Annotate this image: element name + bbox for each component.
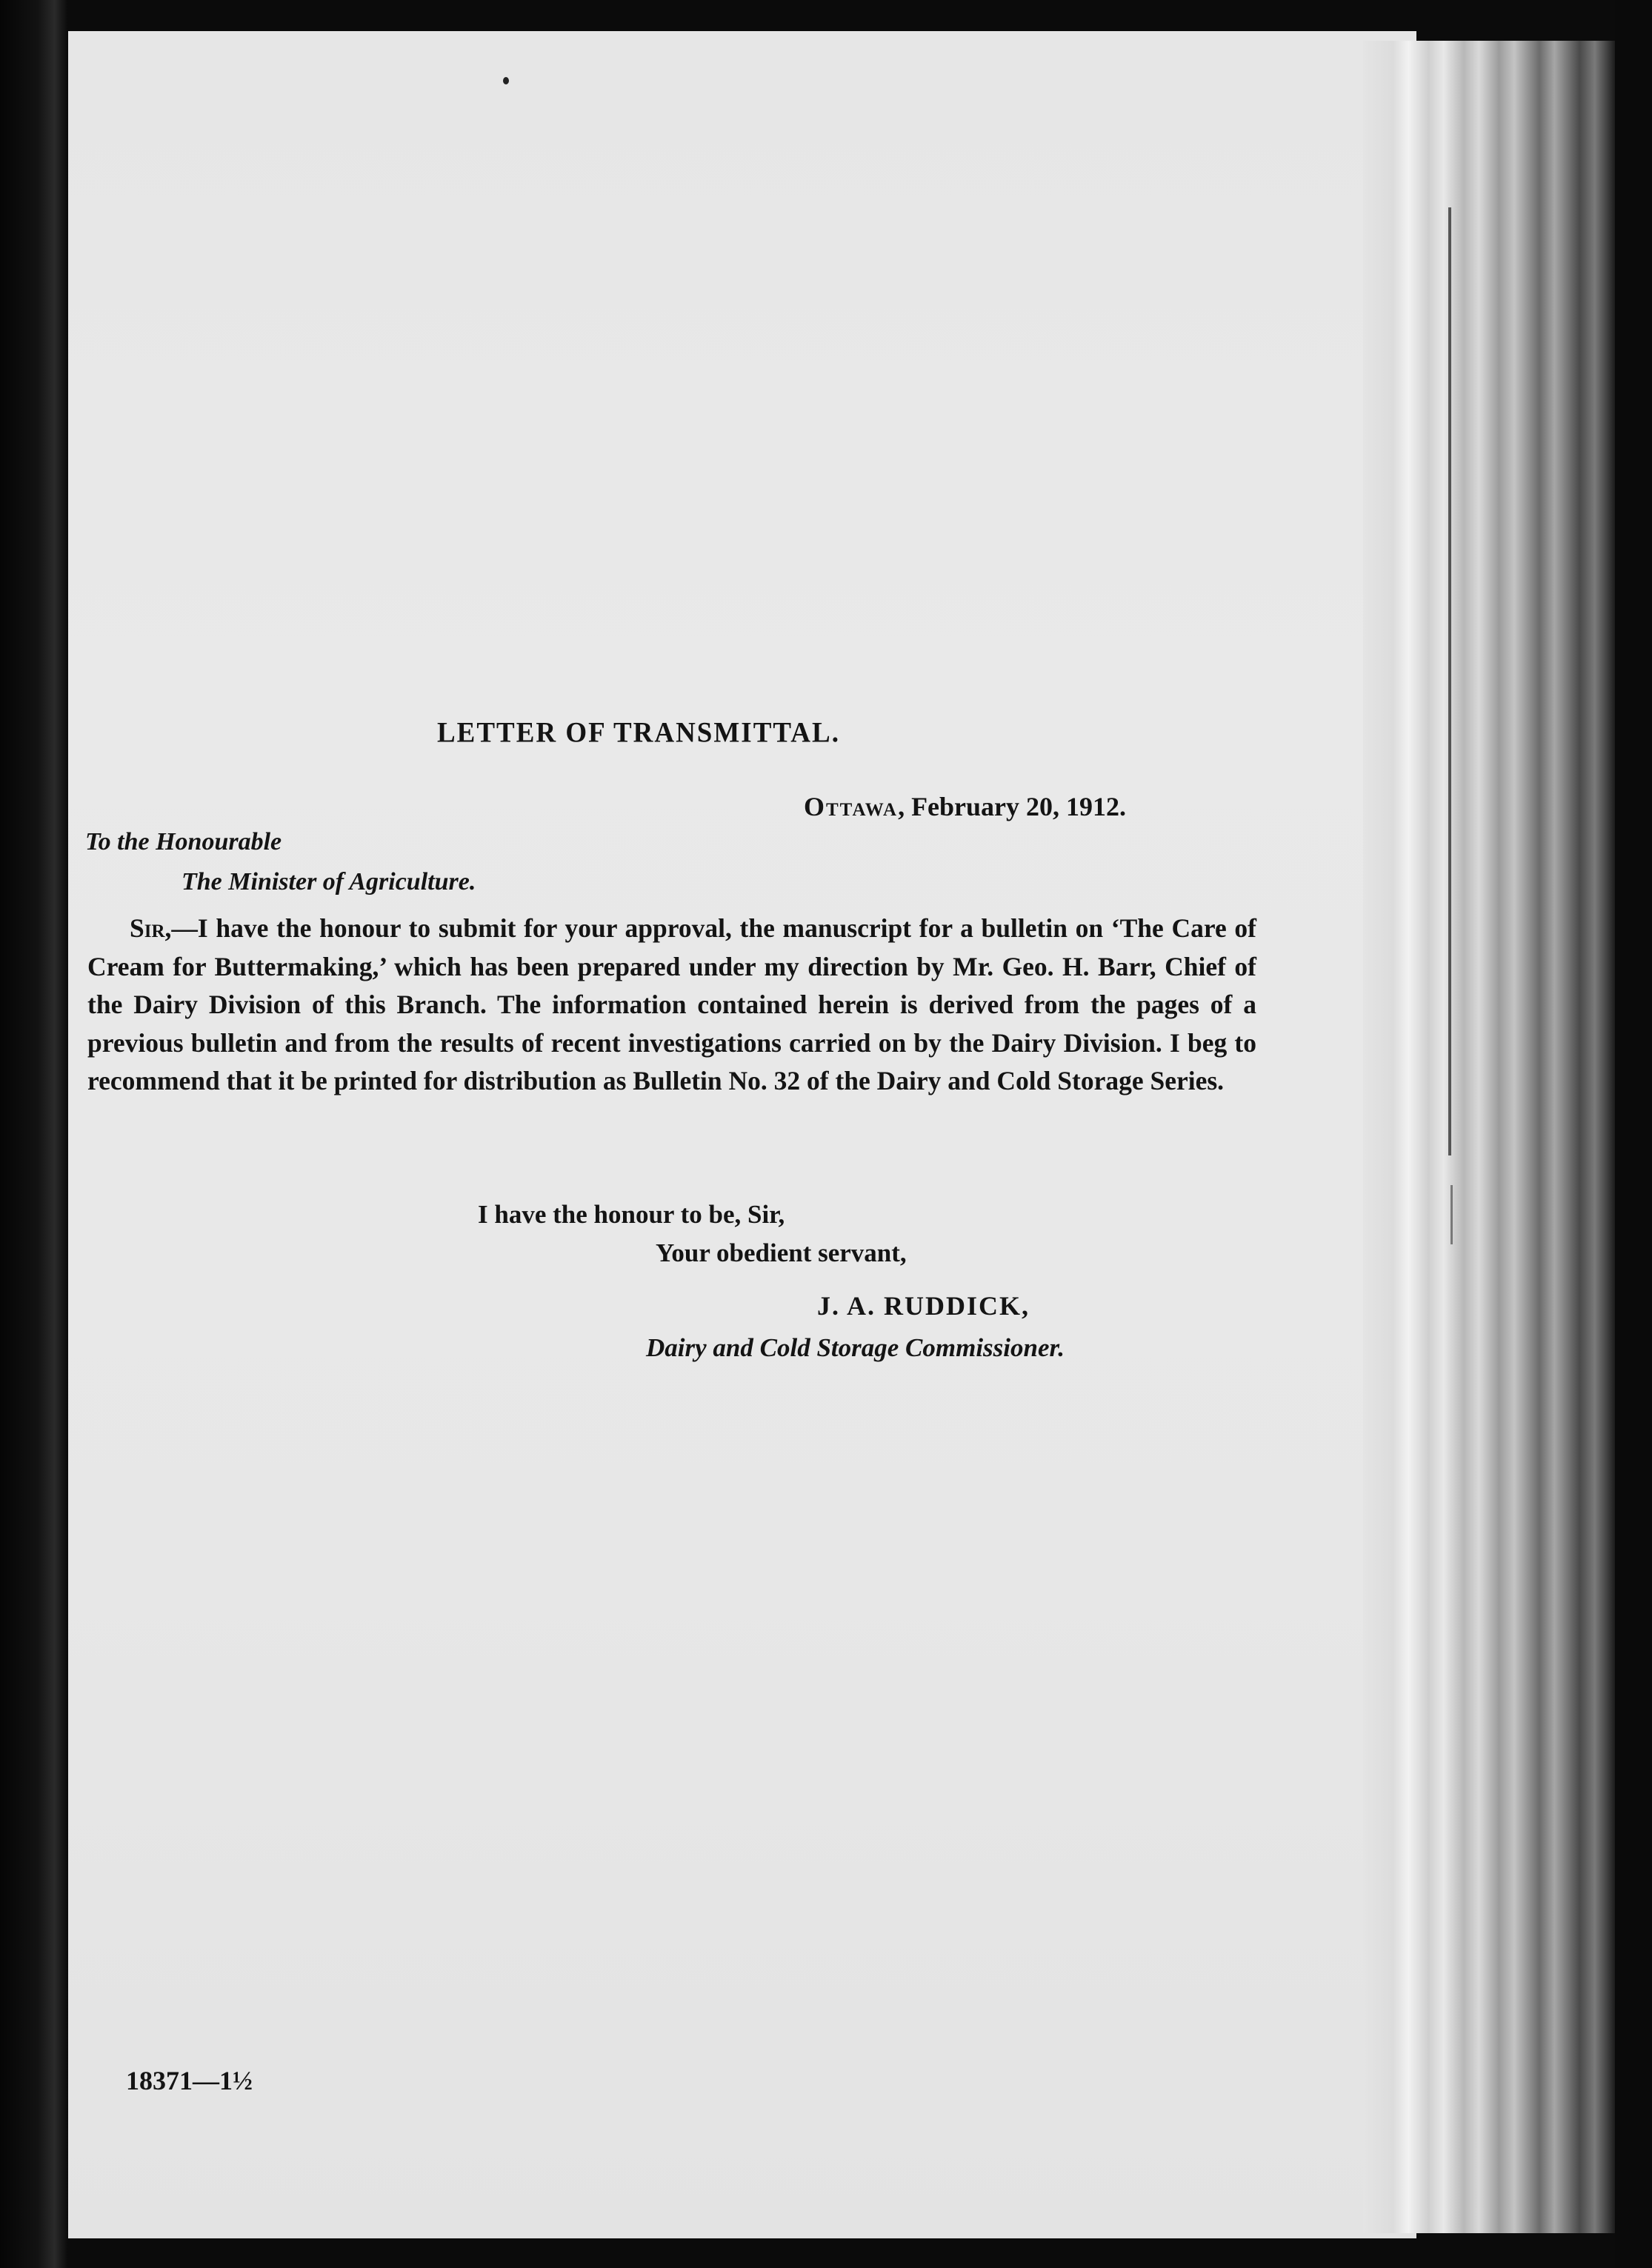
printer-signature-mark: 18371—1½ <box>126 2066 253 2095</box>
ink-speck <box>503 77 509 84</box>
page-edge-line <box>1448 207 1451 1155</box>
page-title: LETTER OF TRANSMITTAL. <box>437 716 840 750</box>
addressee-line-2: The Minister of Agriculture. <box>181 868 476 895</box>
letter-body-text: ,—I have the honour to submit for your approval, the manuscript for a bulletin on ‘The Care of Cream for Buttermaking,’ which has been prepared under my direction by Mr. Geo. H. Barr, Chief of the Dairy Division of this Branch. The information contained herein is derived from the pages of a previous bulletin and from the results of recent investigations carried on by the Dairy Division. I beg to recommend that it be printed for distribution as Bulletin No. 32 of the Dairy and Cold Storage Series. <box>87 913 1256 1095</box>
dateline <box>804 791 1126 822</box>
closing-line-2: Your obedient servant, <box>656 1238 907 1267</box>
closing-line-1: I have the honour to be, Sir, <box>478 1200 785 1229</box>
page-fore-edges <box>1363 41 1615 2233</box>
letter-body <box>87 910 1256 1101</box>
signature-name: J. A. RUDDICK, <box>817 1291 1030 1321</box>
left-page-edge <box>0 0 68 2268</box>
signature-title: Dairy and Cold Storage Commissioner. <box>646 1333 1065 1362</box>
paper-page <box>68 31 1416 2238</box>
dateline-date: , February 20, 1912. <box>898 792 1127 821</box>
page-edge-line <box>1451 1185 1453 1244</box>
addressee-line-1: To the Honourable <box>85 828 282 855</box>
dateline-place: Ottawa <box>804 792 899 821</box>
salutation: Sir <box>130 913 165 943</box>
scan-border <box>1615 0 1652 2268</box>
